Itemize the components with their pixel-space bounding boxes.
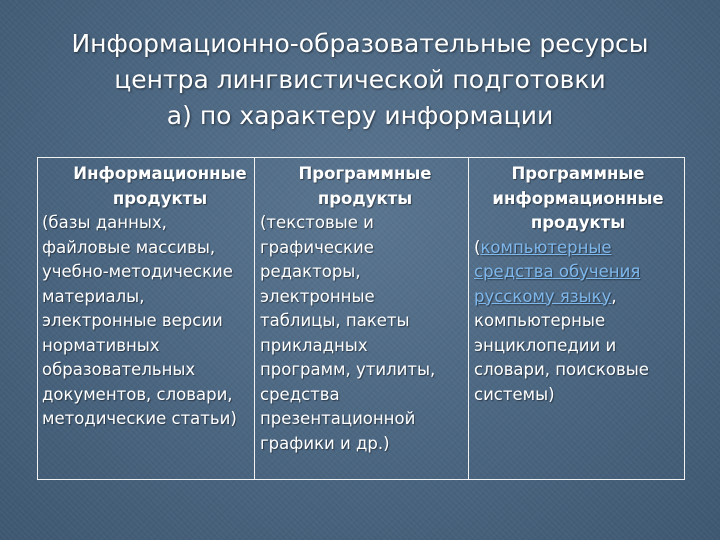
body-line: компьютерные [474, 311, 606, 330]
body-line: прикладных [260, 335, 368, 355]
body-line: словари, поисковые [474, 360, 649, 379]
column-header [474, 162, 682, 236]
header-line: продукты [112, 188, 208, 208]
body-line: нормативных [42, 335, 160, 355]
body-line: средства [260, 384, 340, 404]
title-line-2: центра лингвистической подготовки [114, 65, 606, 94]
body-line: редакторы, [260, 262, 361, 281]
body-line: (базы данных, [42, 213, 167, 232]
column-divider-2 [468, 158, 469, 479]
body-line: программ, утилиты, [260, 360, 436, 379]
slide-title [30, 26, 690, 134]
body-line: учебно-методические [42, 262, 233, 281]
column-header [42, 162, 278, 211]
resource-table [37, 157, 685, 480]
body-line [474, 260, 682, 285]
column-information-products [42, 162, 278, 432]
header-line: Информационные [73, 164, 247, 183]
header-line: Программные [511, 164, 645, 183]
link-computer-learning-tools[interactable]: русскому языку [474, 286, 612, 306]
header-line: продукты [530, 213, 626, 232]
body-line [474, 285, 682, 310]
header-line: информационные [492, 188, 664, 208]
link-computer-learning-tools[interactable]: средства обучения [474, 262, 641, 281]
body-line: электронные версии [42, 311, 223, 330]
column-software-products [260, 162, 466, 456]
column-software-information-products [474, 162, 682, 407]
column-header [264, 162, 466, 211]
body-line: материалы, [42, 286, 145, 306]
header-line: Программные [298, 164, 432, 183]
body-line: системы) [474, 384, 555, 404]
header-line: продукты [317, 188, 413, 208]
title-line-1: Информационно-образовательные ресурсы [71, 29, 649, 58]
open-paren: ( [474, 237, 481, 257]
body-line: презентационной [260, 409, 416, 428]
column-body [474, 236, 682, 408]
body-line: методические статьи) [42, 409, 237, 428]
body-line: документов, словари, [42, 384, 233, 404]
title-line-3: а) по характеру информации [166, 101, 554, 130]
body-line: энциклопедии и [474, 335, 617, 355]
body-line: (текстовые и [260, 213, 374, 232]
body-line: образовательных [42, 360, 196, 379]
body-line [474, 236, 682, 261]
body-line: таблицы, пакеты [260, 311, 410, 330]
column-body [260, 211, 466, 456]
comma: , [611, 286, 617, 306]
body-line: электронные [260, 286, 375, 306]
body-line: файловые массивы, [42, 237, 216, 257]
body-line: графики и др.) [260, 433, 390, 453]
body-line: графические [260, 237, 374, 257]
column-body [42, 211, 278, 432]
link-computer-learning-tools[interactable]: компьютерные [480, 237, 612, 257]
